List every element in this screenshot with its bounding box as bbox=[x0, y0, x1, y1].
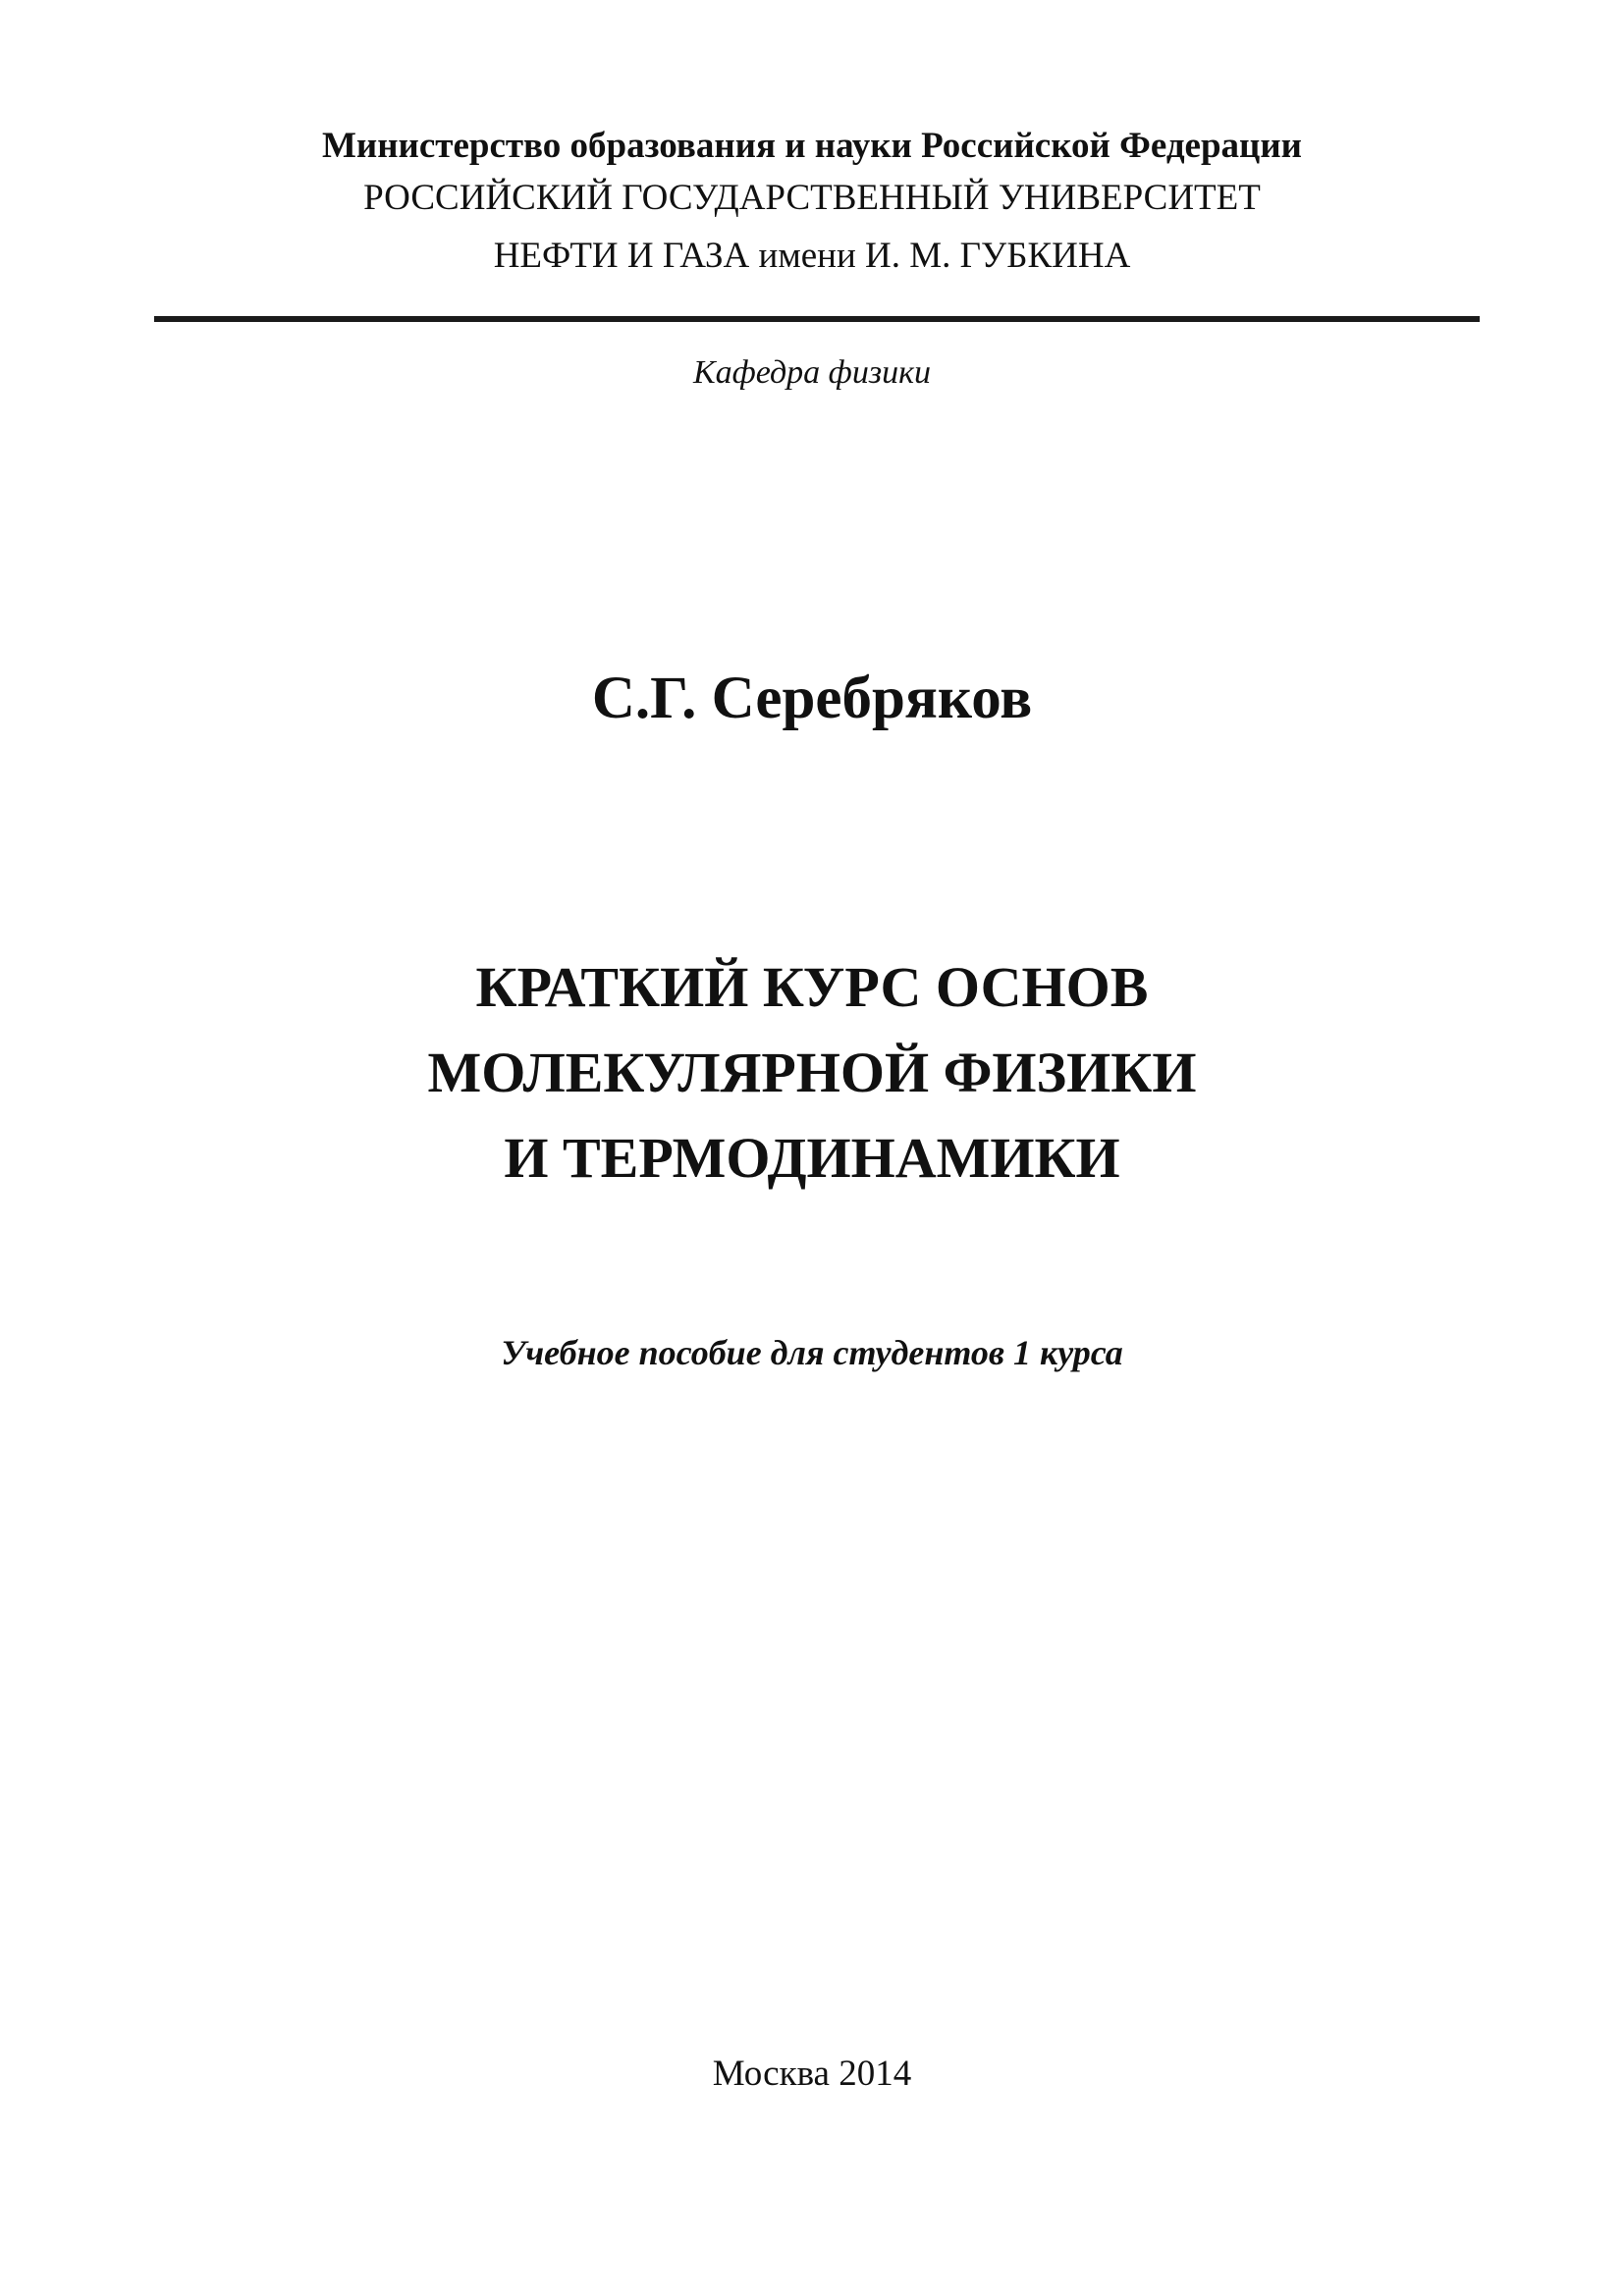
author-name: С.Г. Серебряков bbox=[591, 666, 1033, 731]
book-title-line-2: МОЛЕКУЛЯРНОЙ ФИЗИКИ bbox=[427, 1041, 1197, 1104]
publication-city-year: Москва 2014 bbox=[712, 2054, 912, 2094]
ministry-name: Министерство образования и науки Российской Федерации bbox=[321, 126, 1302, 166]
book-title-line-3: И ТЕРМОДИНАМИКИ bbox=[504, 1126, 1120, 1190]
book-title bbox=[0, 944, 1624, 1201]
university-name-line-1: РОССИЙСКИЙ ГОСУДАРСТВЕННЫЙ УНИВЕРСИТЕТ bbox=[363, 178, 1261, 218]
department-name: Кафедра физики bbox=[693, 354, 931, 391]
book-title-line-1: КРАТКИЙ КУРС ОСНОВ bbox=[475, 955, 1149, 1019]
university-name-line-2: НЕФТИ И ГАЗА имени И. М. ГУБКИНА bbox=[493, 236, 1131, 276]
header-divider bbox=[154, 316, 1480, 322]
book-subtitle: Учебное пособие для студентов 1 курса bbox=[501, 1333, 1123, 1372]
